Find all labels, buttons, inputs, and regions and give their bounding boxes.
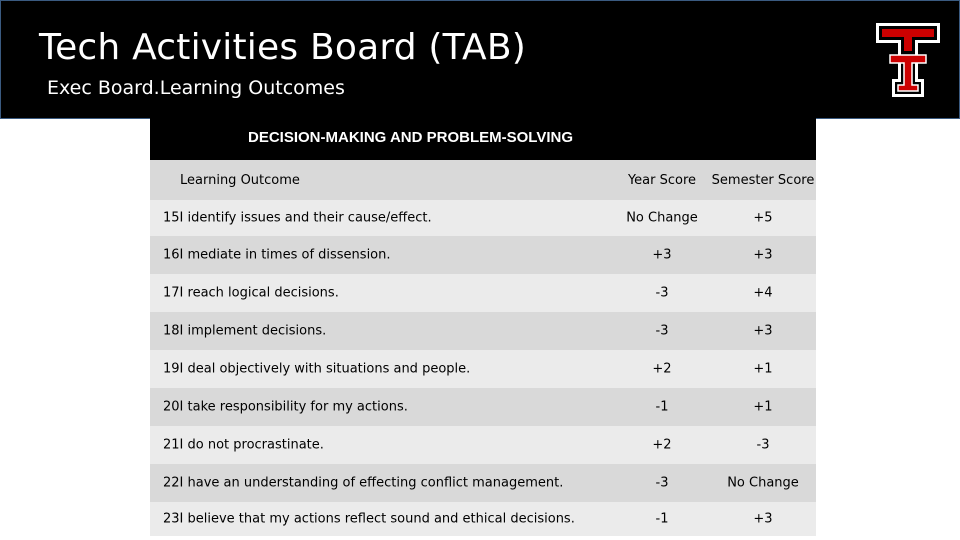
- learning-outcomes-table: [150, 117, 816, 540]
- year-score-cell: -1: [655, 511, 669, 527]
- table-row: [150, 464, 816, 502]
- table-row: [150, 426, 816, 464]
- year-score-cell: +2: [652, 361, 672, 377]
- table-row: [150, 274, 816, 312]
- table-row: [150, 350, 816, 388]
- slide-title: Tech Activities Board (TAB): [39, 27, 527, 68]
- semester-score-cell: -3: [756, 437, 770, 453]
- outcome-cell: 22I have an understanding of effecting conflict management.: [163, 475, 564, 491]
- year-score-cell: -3: [655, 475, 669, 491]
- slide-subtitle: Exec Board.Learning Outcomes: [47, 77, 345, 99]
- year-score-cell: +2: [652, 437, 672, 453]
- year-score-cell: No Change: [626, 210, 698, 226]
- semester-score-cell: +4: [753, 285, 773, 301]
- slide-header: [0, 0, 960, 119]
- outcome-cell: 21I do not procrastinate.: [163, 437, 324, 453]
- section-header: [150, 117, 816, 160]
- section-title: DECISION-MAKING AND PROBLEM-SOLVING: [248, 129, 573, 146]
- semester-score-cell: +3: [753, 511, 773, 527]
- outcome-cell: 18I implement decisions.: [163, 323, 327, 339]
- table-row: [150, 388, 816, 426]
- year-score-cell: +3: [652, 247, 672, 263]
- semester-score-cell: +1: [753, 361, 773, 377]
- column-header-semester-score: Semester Score: [711, 173, 815, 188]
- outcome-cell: 15I identify issues and their cause/effect.: [163, 210, 432, 226]
- table-row: [150, 236, 816, 274]
- column-header-outcome: Learning Outcome: [180, 173, 300, 188]
- semester-score-cell: No Change: [727, 475, 799, 491]
- column-header-row: [150, 160, 816, 200]
- outcome-cell: 20I take responsibility for my actions.: [163, 399, 408, 415]
- outcome-cell: 16I mediate in times of dissension.: [163, 247, 391, 263]
- table-row: [150, 502, 816, 536]
- table-row: [150, 200, 816, 236]
- column-header-year-score: Year Score: [627, 173, 697, 188]
- year-score-cell: -3: [655, 323, 669, 339]
- semester-score-cell: +3: [753, 247, 773, 263]
- outcome-cell: 17I reach logical decisions.: [163, 285, 339, 301]
- semester-score-cell: +3: [753, 323, 773, 339]
- year-score-cell: -1: [655, 399, 669, 415]
- year-score-cell: -3: [655, 285, 669, 301]
- semester-score-cell: +1: [753, 399, 773, 415]
- outcome-cell: 23I believe that my actions reflect sound and ethical decisions.: [163, 511, 575, 527]
- table-row: [150, 312, 816, 350]
- semester-score-cell: +5: [753, 210, 773, 226]
- outcome-cell: 19I deal objectively with situations and people.: [163, 361, 471, 377]
- double-t-logo-icon: [874, 21, 942, 99]
